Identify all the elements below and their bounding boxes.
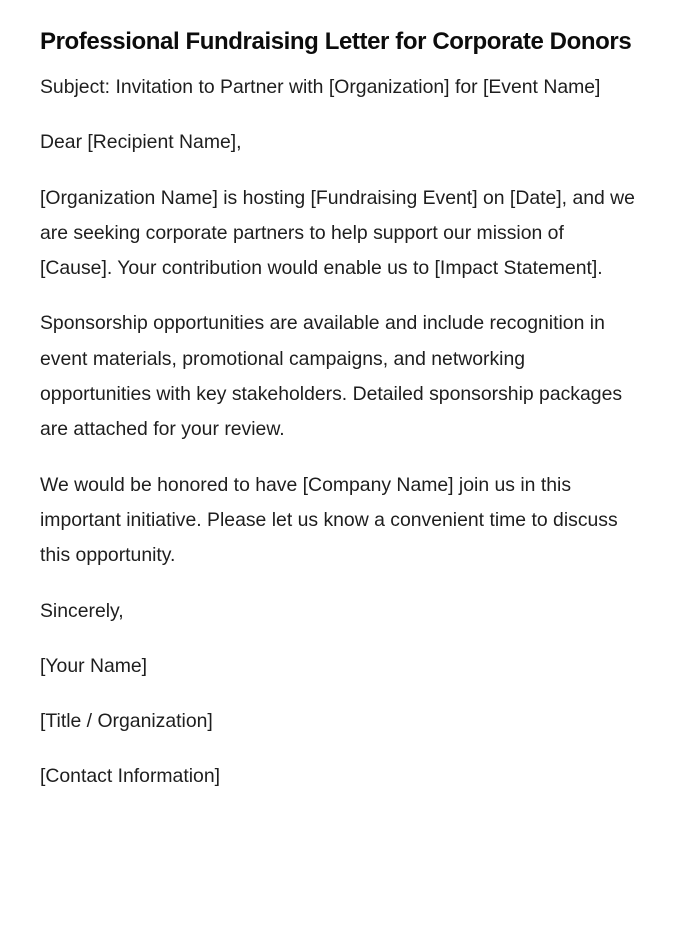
letter-salutation: Dear [Recipient Name],	[40, 131, 242, 154]
signature-title: [Title / Organization]	[40, 710, 213, 733]
letter-document	[40, 20, 640, 815]
letter-subject: Subject: Invitation to Partner with [Organization] for [Event Name]	[40, 76, 601, 98]
letter-body-paragraph-1: [Organization Name] is hosting [Fundraising Event] on [Date], and we are seeking corporate partners to help support our mission of [Cause]. Your contribution would enable us to [Impact Statement].	[40, 186, 635, 280]
signature-contact: [Contact Information]	[40, 765, 220, 788]
letter-body-paragraph-3: We would be honored to have [Company Name] join us in this important initiative. Please let us know a convenient time to discuss this opportunity.	[40, 473, 618, 567]
letter-body-paragraph-2: Sponsorship opportunities are available and include recognition in event materials, promotional campaigns, and networking opportunities with key stakeholders. Detailed sponsorship packages are attached for your review.	[40, 312, 623, 441]
letter-title: Professional Fundraising Letter for Corporate Donors	[40, 28, 632, 55]
letter-closing: Sincerely,	[40, 599, 124, 622]
signature-name: [Your Name]	[40, 654, 148, 677]
